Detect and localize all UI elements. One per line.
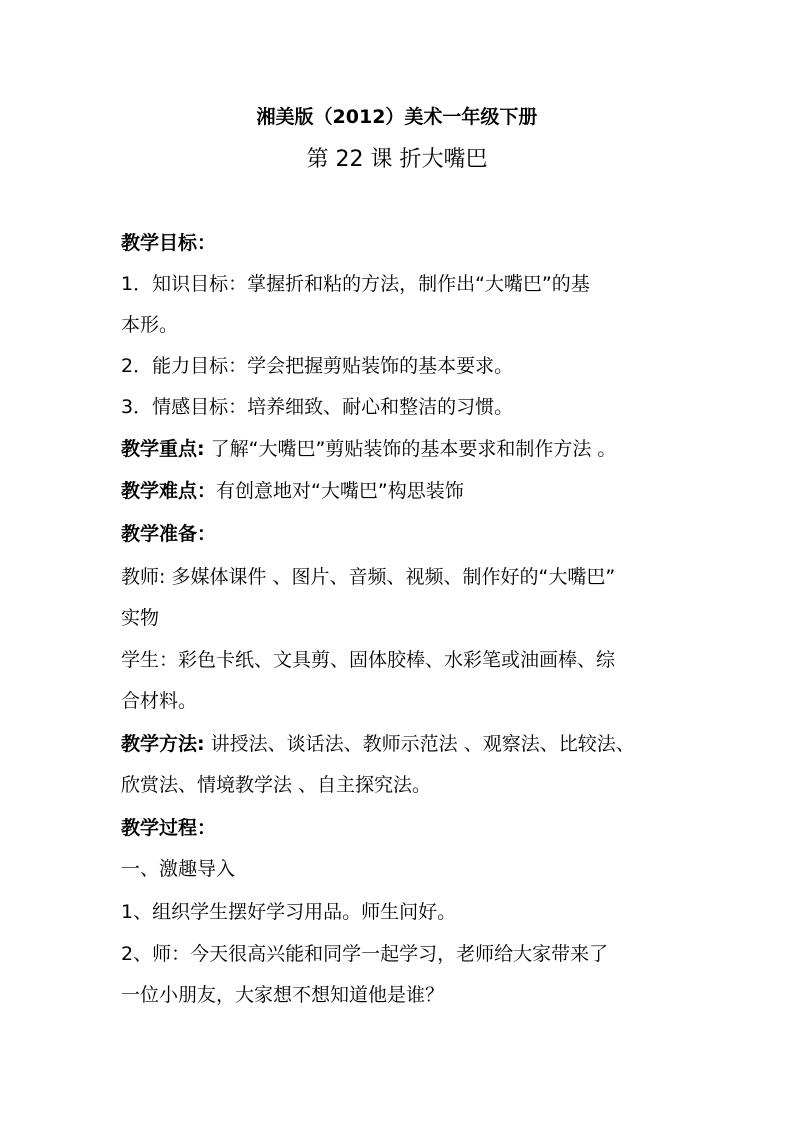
document-title: 湘美版（2012）美术一年级下册: [256, 106, 538, 128]
teacher-prep-line-1: 教师: 多媒体课件 、图片、音频、视频、制作好的“大嘴巴”: [121, 566, 616, 588]
section-1-title: 一、激趣导入: [121, 858, 236, 880]
preparation-heading: 教学准备：: [121, 523, 217, 545]
key-point-label: 教学重点:: [121, 438, 205, 460]
methods-label: 教学方法:: [121, 733, 205, 755]
key-point-text: 了解“大嘴巴”剪贴装饰的基本要求和制作方法 。: [204, 438, 617, 460]
goal-3: 3．情感目标：培养细致、耐心和整洁的习惯。: [121, 396, 514, 418]
goal-1-line-2: 本形。: [121, 314, 179, 336]
difficulty-text: 有创意地对“大嘴巴”构思装饰: [216, 480, 464, 502]
step-2-line-1: 2、师：今天很高兴能和同学一起学习，老师给大家带来了: [121, 943, 609, 965]
process-heading: 教学过程：: [121, 817, 217, 839]
goals-heading: 教学目标：: [121, 232, 217, 254]
lesson-title: 第 22 课 折大嘴巴: [306, 147, 488, 172]
student-prep-line-2: 合材料。: [121, 690, 198, 712]
goal-2: 2．能力目标：学会把握剪贴装饰的基本要求。: [121, 355, 514, 377]
methods-text-1: 讲授法、谈话法、教师示范法 、观察法、比较法、: [204, 733, 635, 755]
methods-line-2: 欣赏法、情境教学法 、自主探究法。: [121, 774, 432, 796]
difficulty-label: 教学难点：: [121, 480, 217, 502]
step-2-line-2: 一位小朋友，大家想不想知道他是谁？: [121, 984, 445, 1006]
teacher-prep-line-2: 实物: [121, 607, 160, 629]
methods-line-1: [121, 730, 681, 758]
key-point: [121, 435, 681, 463]
student-prep-line-1: 学生：彩色卡纸、文具剪、固体胶棒、水彩笔或油画棒、综: [121, 649, 616, 671]
difficulty: [121, 477, 681, 505]
step-1: 1、组织学生摆好学习用品。师生问好。: [121, 901, 457, 923]
goal-1-line-1: 1．知识目标：掌握折和粘的方法，制作出“大嘴巴”的基: [121, 273, 590, 295]
